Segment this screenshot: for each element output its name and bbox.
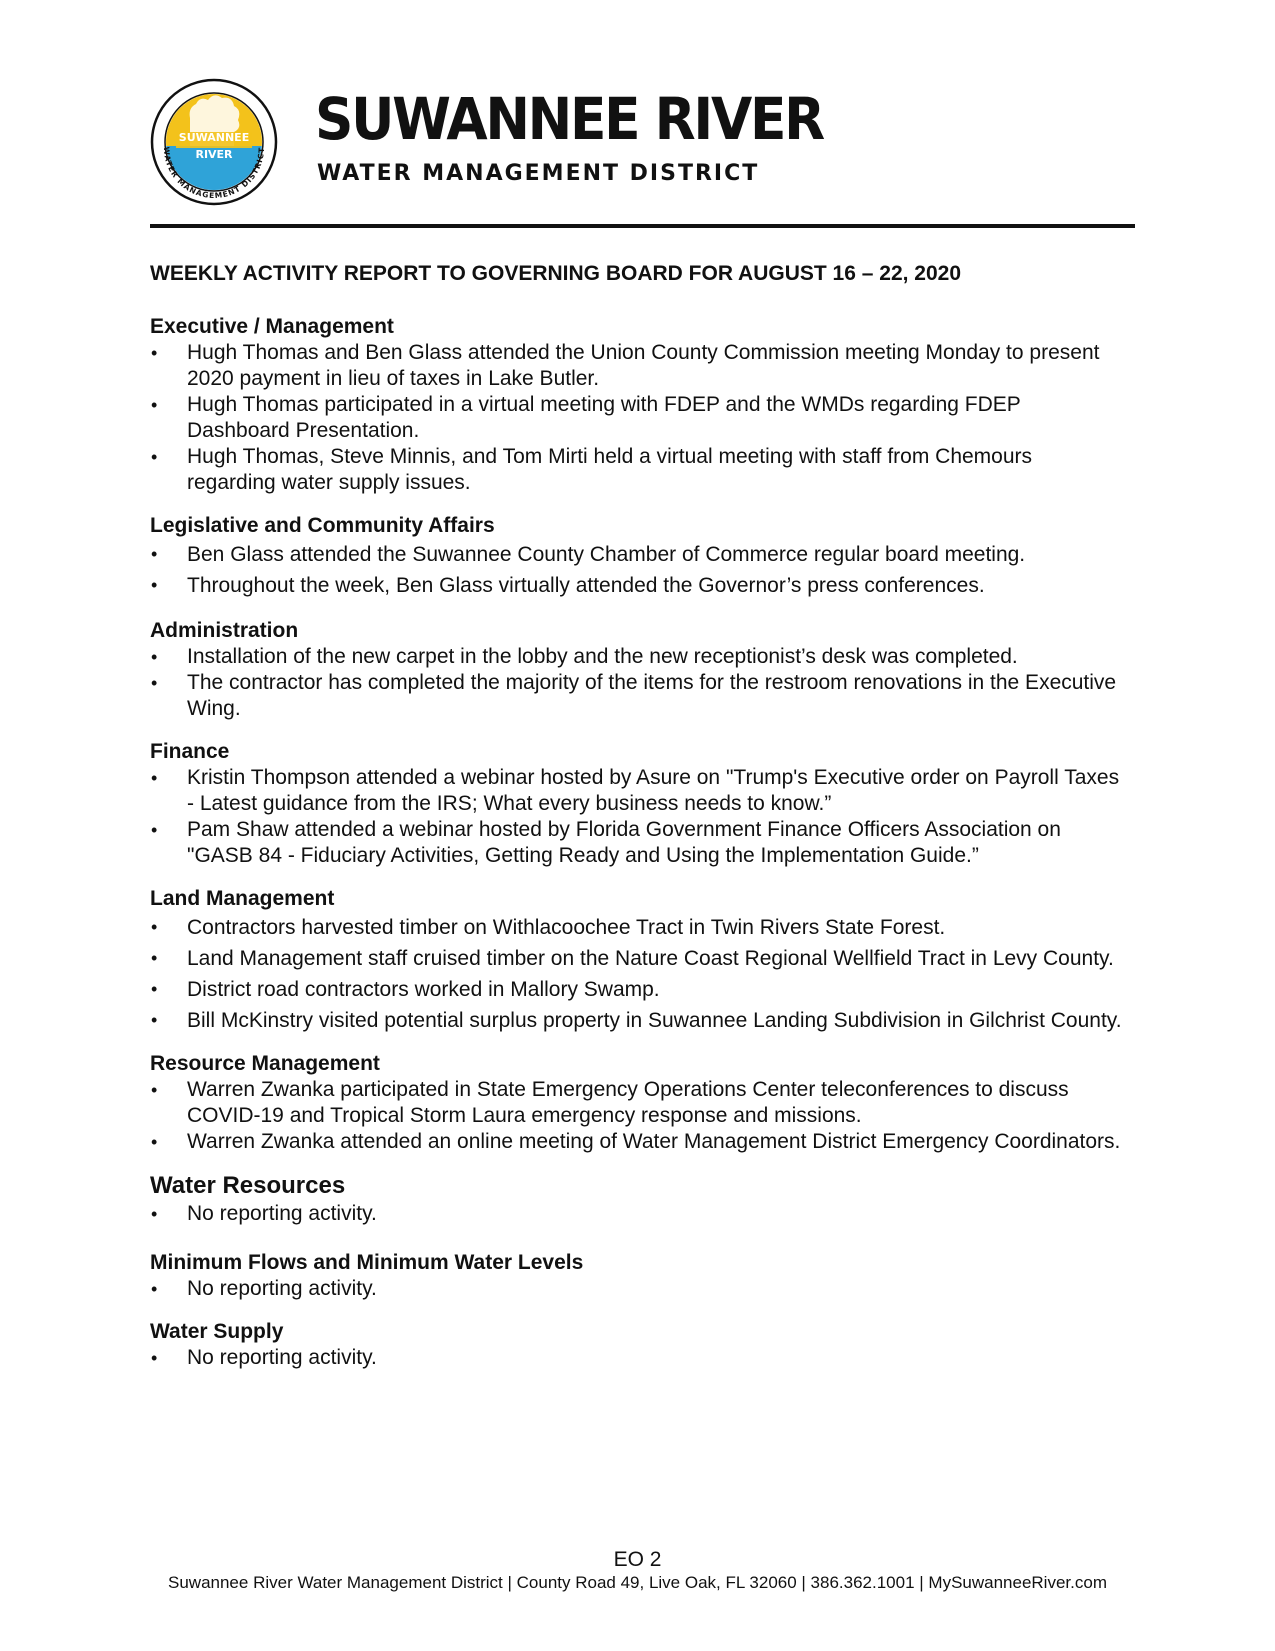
list-item-text: No reporting activity. <box>187 1277 377 1300</box>
report-title: WEEKLY ACTIVITY REPORT TO GOVERNING BOARD FOR AUGUST 16 – 22, 2020 <box>150 262 962 285</box>
logo-ring-text: WATER MANAGEMENT DISTRICT <box>161 146 267 201</box>
section-heading: Water Supply <box>150 1320 284 1343</box>
list-item <box>150 392 1125 444</box>
bullet-list <box>150 1077 1125 1155</box>
bullet-icon: • <box>151 917 158 937</box>
section-heading: Legislative and Community Affairs <box>150 514 495 537</box>
list-item-text: Bill McKinstry visited potential surplus property in Suwannee Landing Subdivision in Gilchrist County. <box>187 1009 1122 1032</box>
section-water-resources <box>150 1171 1125 1227</box>
bullet-list <box>150 340 1125 496</box>
list-item-text: Throughout the week, Ben Glass virtually attended the Governor’s press conferences. <box>187 574 985 597</box>
section-executive-management <box>150 313 1125 496</box>
report-sections <box>150 313 1125 1371</box>
bullet-icon: • <box>151 575 158 595</box>
list-item-text: No reporting activity. <box>187 1202 377 1225</box>
bullet-icon: • <box>151 768 158 788</box>
section-land-management <box>150 885 1125 1036</box>
list-item-text: No reporting activity. <box>187 1346 377 1369</box>
list-item-text: Contractors harvested timber on Withlacoochee Tract in Twin Rivers State Forest. <box>187 916 946 939</box>
list-item-text: Ben Glass attended the Suwannee County Chamber of Commerce regular board meeting. <box>187 543 1026 566</box>
bullet-icon: • <box>151 447 158 467</box>
list-item-text: Warren Zwanka participated in State Emergency Operations Center teleconferences to discuss COVID-19 and Tropical Storm Laura emergency response and missions. <box>187 1078 1069 1127</box>
section-finance <box>150 738 1125 869</box>
list-item-text: Pam Shaw attended a webinar hosted by Florida Government Finance Officers Association on "GASB 84 - Fiduciary Activities, Getting Ready and Using the Implementation Guide.” <box>187 818 1061 867</box>
list-item-text: Kristin Thompson attended a webinar hosted by Asure on "Trump's Executive order on Payroll Taxes - Latest guidance from the IRS; What every business needs to know.” <box>187 766 1120 815</box>
list-item-text: Land Management staff cruised timber on the Nature Coast Regional Wellfield Tract in Levy County. <box>187 947 1114 970</box>
list-item <box>150 943 1125 974</box>
list-item <box>150 1201 1125 1227</box>
page-code: EO 2 <box>613 1548 662 1571</box>
list-item <box>150 1005 1125 1036</box>
list-item-text: Hugh Thomas and Ben Glass attended the Union County Commission meeting Monday to present 2020 payment in lieu of taxes in Lake Butler. <box>187 341 1100 390</box>
bullet-icon: • <box>151 1204 158 1224</box>
bullet-icon: • <box>151 343 158 363</box>
header-divider <box>150 224 1135 228</box>
section-minimum-flows-levels <box>150 1249 1125 1302</box>
logo-middle-text: RIVER <box>195 148 233 161</box>
bullet-list <box>150 765 1125 869</box>
section-legislative-community-affairs <box>150 512 1125 601</box>
list-item <box>150 570 1125 601</box>
bullet-icon: • <box>151 544 158 564</box>
bullet-list <box>150 1276 1125 1302</box>
bullet-icon: • <box>151 395 158 415</box>
section-resource-management <box>150 1050 1125 1155</box>
list-item-text: District road contractors worked in Mallory Swamp. <box>187 978 660 1001</box>
bullet-list <box>150 644 1125 722</box>
section-water-supply <box>150 1318 1125 1371</box>
bullet-icon: • <box>151 1279 158 1299</box>
list-item <box>150 444 1125 496</box>
section-heading: Resource Management <box>150 1052 380 1075</box>
bullet-icon: • <box>151 673 158 693</box>
bullet-icon: • <box>151 1132 158 1152</box>
bullet-icon: • <box>151 1348 158 1368</box>
bullet-icon: • <box>151 948 158 968</box>
list-item <box>150 817 1125 869</box>
footer-contact-line: Suwannee River Water Management District | County Road 49, Live Oak, FL 32060 | 386.362.1001 | MySuwanneeRiver.com <box>168 1573 1107 1592</box>
bullet-icon: • <box>151 1010 158 1030</box>
list-item-text: Warren Zwanka attended an online meeting of Water Management District Emergency Coordinators. <box>187 1130 1121 1153</box>
list-item-text: Installation of the new carpet in the lobby and the new receptionist’s desk was completed. <box>187 645 1018 668</box>
list-item <box>150 912 1125 943</box>
section-administration <box>150 617 1125 722</box>
bullet-icon: • <box>151 820 158 840</box>
section-heading: Minimum Flows and Minimum Water Levels <box>150 1251 584 1274</box>
bullet-icon: • <box>151 1080 158 1100</box>
section-heading: Water Resources <box>150 1172 346 1199</box>
list-item <box>150 644 1125 670</box>
list-item <box>150 340 1125 392</box>
list-item <box>150 974 1125 1005</box>
section-heading: Land Management <box>150 887 335 910</box>
list-item <box>150 1077 1125 1129</box>
bullet-list <box>150 1345 1125 1371</box>
list-item <box>150 670 1125 722</box>
bullet-icon: • <box>151 647 158 667</box>
list-item-text: The contractor has completed the majority of the items for the restroom renovations in the Executive Wing. <box>187 671 1117 720</box>
bullet-list <box>150 1201 1125 1227</box>
list-item <box>150 1276 1125 1302</box>
list-item <box>150 539 1125 570</box>
list-item <box>150 765 1125 817</box>
district-logo <box>150 78 278 206</box>
section-heading: Executive / Management <box>150 315 394 338</box>
list-item-text: Hugh Thomas participated in a virtual meeting with FDEP and the WMDs regarding FDEP Dashboard Presentation. <box>187 393 1021 442</box>
section-heading: Finance <box>150 740 230 763</box>
bullet-list <box>150 539 1125 601</box>
brand-subtitle: WATER MANAGEMENT DISTRICT <box>317 161 760 186</box>
section-heading: Administration <box>150 619 299 642</box>
list-item <box>150 1345 1125 1371</box>
logo-top-text: SUWANNEE <box>178 131 250 144</box>
brand-title: SUWANNEE RIVER <box>315 85 823 153</box>
bullet-list <box>150 912 1125 1036</box>
list-item-text: Hugh Thomas, Steve Minnis, and Tom Mirti held a virtual meeting with staff from Chemours regarding water supply issues. <box>187 445 1033 494</box>
list-item <box>150 1129 1125 1155</box>
bullet-icon: • <box>151 979 158 999</box>
